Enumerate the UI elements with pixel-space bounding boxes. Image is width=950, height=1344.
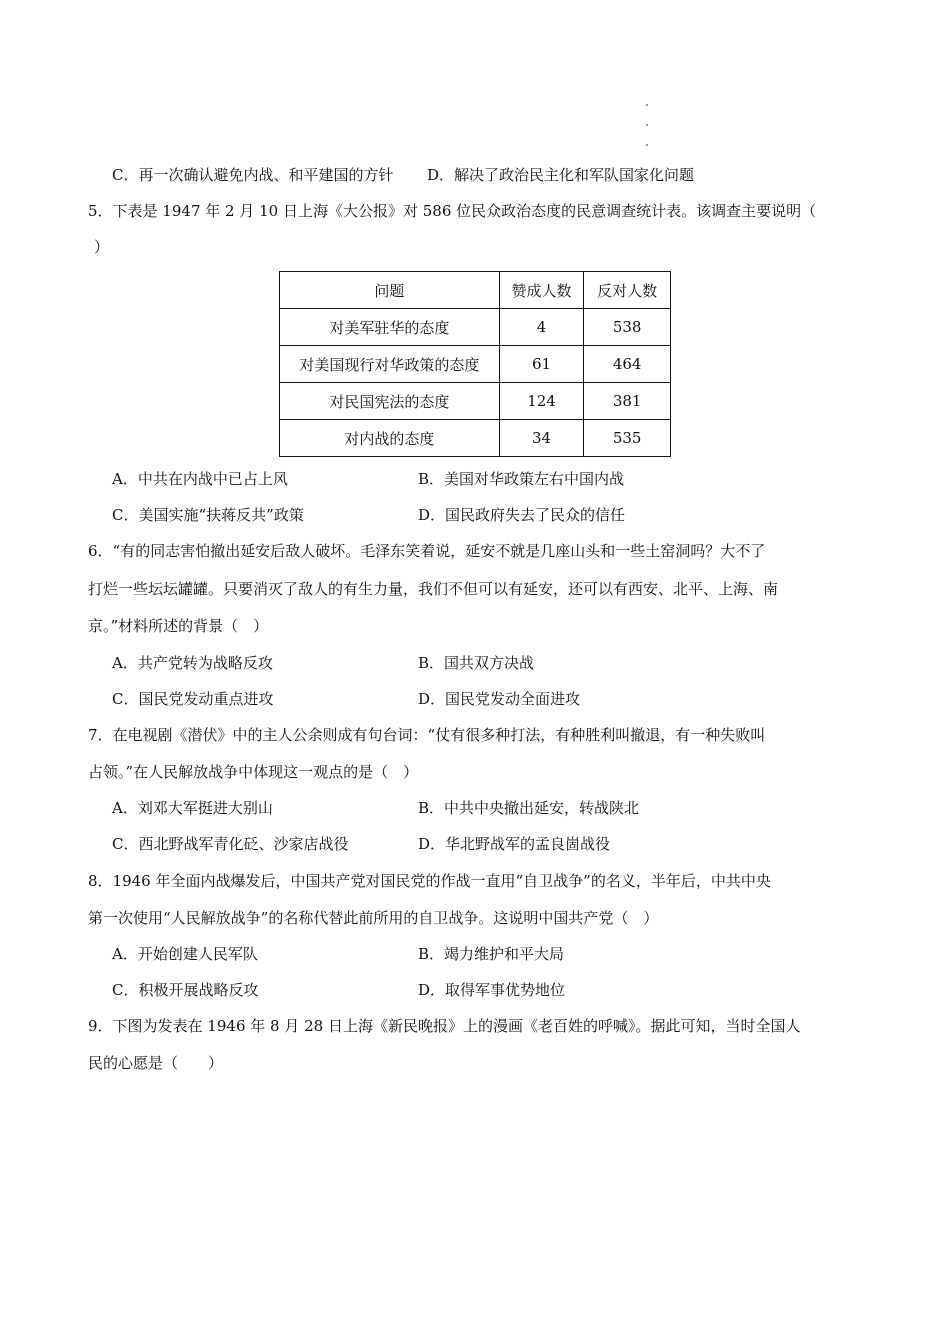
table-cell: 535: [584, 420, 671, 457]
q8-stem-line1: 8．1946 年全面内战爆发后，中国共产党对国民党的作战一直用“自卫战争”的名义，半年后，中共中央: [88, 872, 771, 890]
q5-option-b[interactable]: B．美国对华政策左右中国内战: [418, 470, 625, 488]
table-row: [280, 420, 671, 457]
table-cell: 4: [499, 309, 584, 346]
q7-stem-line1: 7．在电视剧《潜伏》中的主人公余则成有句台词：“仗有很多种打法，有种胜利叫撤退，有一种失败叫: [88, 726, 766, 744]
q8-option-d[interactable]: D．取得军事优势地位: [418, 981, 566, 999]
table-cell: 61: [499, 346, 584, 383]
table-header: 问题: [280, 272, 500, 309]
q7-option-c[interactable]: C．西北野战军青化砭、沙家店战役: [112, 835, 349, 853]
q8-option-c[interactable]: C．积极开展战略反攻: [112, 981, 259, 999]
table-row: [280, 346, 671, 383]
q8-stem-line2: 第一次使用“人民解放战争”的名称代替此前所用的自卫战争。这说明中国共产党（ ）: [88, 909, 659, 927]
table-row: [280, 383, 671, 420]
q8-option-b[interactable]: B．竭力维护和平大局: [418, 945, 565, 963]
q6-stem-line1: 6．“有的同志害怕撤出延安后敌人破坏。毛泽东笑着说，延安不就是几座山头和一些土窑洞吗？大不了: [88, 542, 766, 560]
q7-option-b[interactable]: B．中共中央撤出延安，转战陕北: [418, 799, 640, 817]
q9-stem-line1: 9．下图为发表在 1946 年 8 月 28 日上海《新民晚报》上的漫画《老百姓的呼喊》。据此可知，当时全国人: [88, 1017, 801, 1035]
table-header-row: [280, 272, 671, 309]
table-cell: 538: [584, 309, 671, 346]
table-cell: 464: [584, 346, 671, 383]
table-cell: 对美国现行对华政策的态度: [280, 346, 500, 383]
table-cell: 对美军驻华的态度: [280, 309, 500, 346]
table-cell: 对民国宪法的态度: [280, 383, 500, 420]
q7-option-a[interactable]: A．刘邓大军挺进大别山: [112, 799, 273, 817]
q4-option-c[interactable]: C．再一次确认避免内战、和平建国的方针: [112, 166, 394, 184]
q8-option-a[interactable]: A．开始创建人民军队: [112, 945, 258, 963]
table-cell: 34: [499, 420, 584, 457]
q4-option-d[interactable]: D．解决了政治民主化和军队国家化问题: [427, 166, 695, 184]
q7-option-d[interactable]: D．华北野战军的孟良崮战役: [418, 835, 611, 853]
table-row: [280, 309, 671, 346]
q5-stem-line2: ）: [94, 238, 110, 256]
decorative-dots: [646, 104, 652, 164]
q6-option-d[interactable]: D．国民党发动全面进攻: [418, 690, 581, 708]
table-cell: 对内战的态度: [280, 420, 500, 457]
q5-option-d[interactable]: D．国民政府失去了民众的信任: [418, 506, 626, 524]
q9-stem-line2: 民的心愿是（ ）: [88, 1054, 224, 1072]
survey-table: [279, 271, 671, 457]
q5-stem-line1: 5．下表是 1947 年 2 月 10 日上海《大公报》对 586 位民众政治态度的民意调查统计表。该调查主要说明（: [88, 202, 817, 220]
q7-stem-line2: 占领。”在人民解放战争中体现这一观点的是（ ）: [88, 763, 419, 781]
q6-option-b[interactable]: B．国共双方决战: [418, 654, 535, 672]
q6-option-c[interactable]: C．国民党发动重点进攻: [112, 690, 274, 708]
q6-stem-line2: 打烂一些坛坛罐罐。只要消灭了敌人的有生力量，我们不但可以有延安，还可以有西安、北平、上海、南: [88, 580, 779, 598]
q5-option-c[interactable]: C．美国实施“扶蒋反共”政策: [112, 506, 304, 524]
table-cell: 381: [584, 383, 671, 420]
table-header: 反对人数: [584, 272, 671, 309]
q5-option-a[interactable]: A．中共在内战中已占上风: [112, 470, 288, 488]
q6-stem-line3: 京。”材料所述的背景（ ）: [88, 617, 269, 635]
table-header: 赞成人数: [499, 272, 584, 309]
table-cell: 124: [499, 383, 584, 420]
q6-option-a[interactable]: A．共产党转为战略反攻: [112, 654, 273, 672]
